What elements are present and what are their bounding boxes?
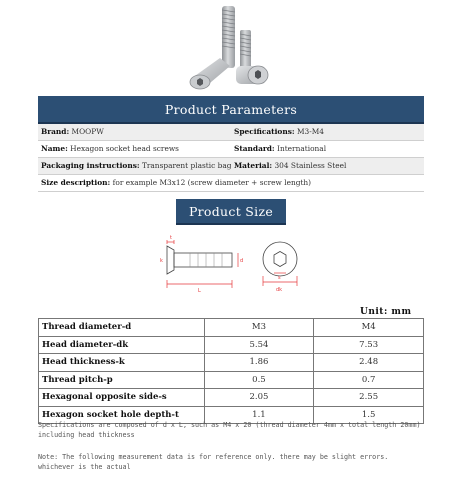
- param-value: 304 Stainless Steel: [272, 161, 347, 170]
- param-label: Packaging instructions:: [41, 161, 140, 170]
- table-cell: 1.86: [204, 354, 314, 372]
- screw-side-view-drawing: [167, 246, 232, 274]
- table-header-cell: M4: [314, 319, 424, 337]
- table-cell: 1.1: [204, 406, 314, 424]
- dim-label-d: d: [240, 258, 244, 264]
- countersunk-screw-photo: [170, 0, 290, 92]
- param-row: [38, 175, 424, 192]
- table-header-row: [39, 319, 424, 337]
- dim-label-l: L: [198, 288, 201, 294]
- socket-head-screw-icon: [236, 30, 268, 84]
- param-row: [38, 124, 424, 141]
- table-cell: 2.55: [314, 389, 424, 407]
- table-cell: 2.05: [204, 389, 314, 407]
- dim-label-t: t: [170, 235, 172, 241]
- screw-threaded-shaft-icon: [222, 6, 235, 68]
- table-cell: Hexagon socket hole depth-t: [39, 406, 205, 424]
- dim-label-s: s: [278, 275, 281, 281]
- param-value: International: [274, 144, 327, 153]
- table-cell: Hexagonal opposite side-s: [39, 389, 205, 407]
- param-packaging: [38, 158, 231, 174]
- product-parameters-list: [38, 124, 424, 192]
- param-brand: [38, 124, 231, 140]
- param-value: Transparent plastic bag: [139, 161, 231, 170]
- table-row: [39, 371, 424, 389]
- table-cell: 7.53: [314, 336, 424, 354]
- param-size-description: [38, 175, 424, 191]
- table-cell: Thread pitch-p: [39, 371, 205, 389]
- param-label: Standard:: [234, 144, 275, 153]
- product-parameters-header: Product Parameters: [38, 96, 424, 124]
- param-label: Size description:: [41, 178, 111, 187]
- dim-label-k: k: [160, 258, 163, 264]
- table-cell: 5.54: [204, 336, 314, 354]
- param-value: Hexagon socket head screws: [67, 144, 179, 153]
- spec-table: [38, 318, 424, 424]
- param-material: [231, 158, 424, 174]
- screw-top-view-drawing: [263, 242, 297, 276]
- dim-label-dk: dk: [276, 287, 283, 293]
- screw-dimension-drawings: [150, 232, 320, 302]
- table-header-cell: Thread diameter-d: [39, 319, 205, 337]
- countersunk-head-icon: [190, 58, 230, 89]
- param-label: Brand:: [41, 127, 70, 136]
- specification-note: Specifications are composed of d x L, such as M4 x 20 (thread diameter 4mm x total length 20mm) including head thickness: [38, 421, 421, 439]
- param-standard: [231, 141, 424, 157]
- table-cell: 2.48: [314, 354, 424, 372]
- param-label: Specifications:: [234, 127, 295, 136]
- table-cell: 1.5: [314, 406, 424, 424]
- table-cell: Head thickness-k: [39, 354, 205, 372]
- param-label: Name:: [41, 144, 68, 153]
- param-value: for example M3x12 (screw diameter + screw length): [110, 178, 312, 187]
- measurement-note: Note: The following measurement data is for reference only. there may be slight errors. whichever is the actual: [38, 453, 389, 471]
- table-row: [39, 336, 424, 354]
- table-row: [39, 354, 424, 372]
- table-cell: 0.7: [314, 371, 424, 389]
- product-size-header: Product Size: [176, 199, 286, 225]
- table-header-cell: M3: [204, 319, 314, 337]
- table-cell: 0.5: [204, 371, 314, 389]
- param-specifications: [231, 124, 424, 140]
- table-cell: Head diameter-dk: [39, 336, 205, 354]
- unit-label: Unit: mm: [360, 307, 412, 317]
- param-row: [38, 158, 424, 175]
- param-value: MOOPW: [69, 127, 104, 136]
- param-row: [38, 141, 424, 158]
- table-row: [39, 389, 424, 407]
- param-name: [38, 141, 231, 157]
- param-value: M3-M4: [294, 127, 324, 136]
- param-label: Material:: [234, 161, 273, 170]
